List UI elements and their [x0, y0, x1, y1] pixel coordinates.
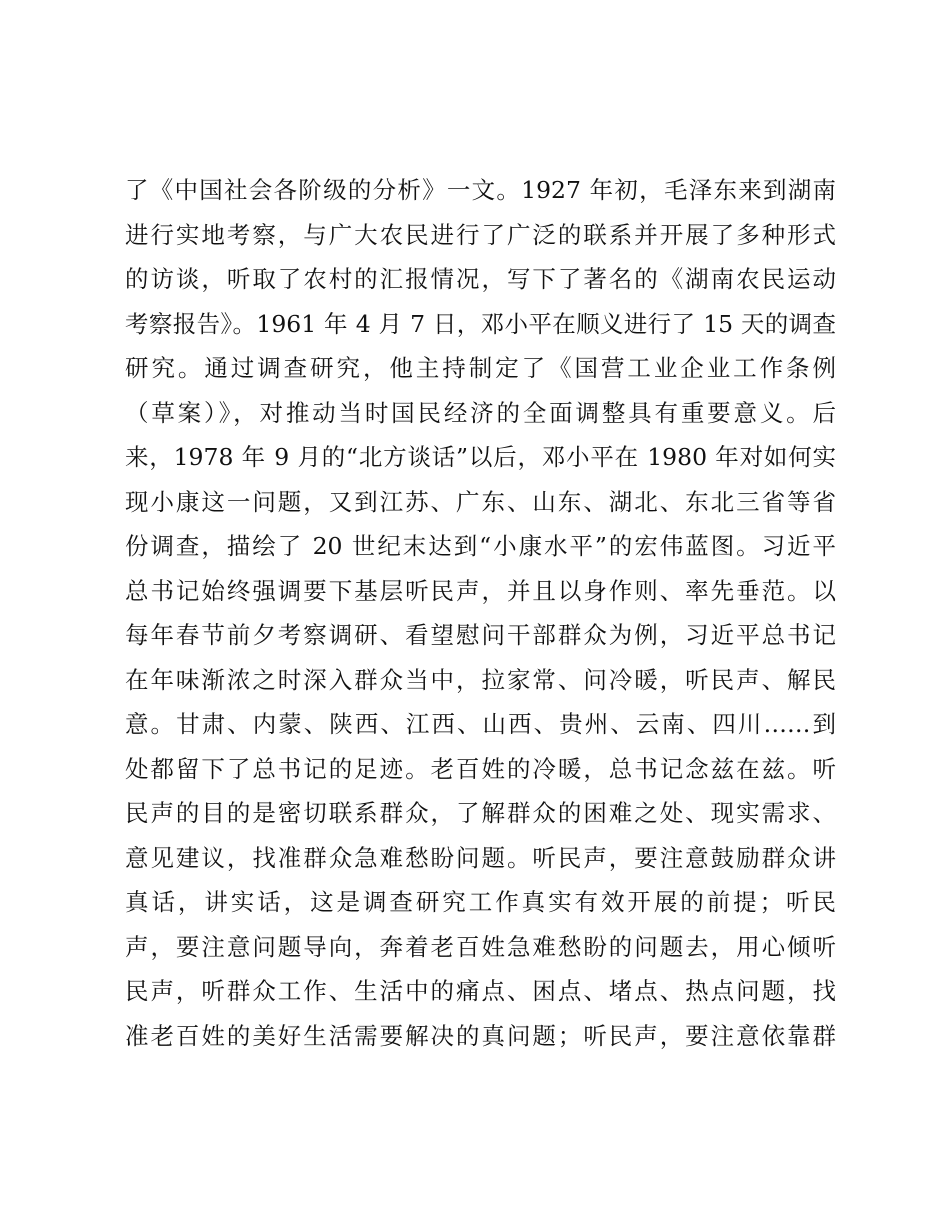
text-line: 准老百姓的美好生活需要解决的真问题；听民声，要注意依靠群 — [125, 1021, 836, 1050]
text-line: 民声，听群众工作、生活中的痛点、困点、堵点、热点问题，找 — [125, 977, 836, 1005]
text-line: 民声的目的是密切联系群众，了解群众的困难之处、现实需求、 — [125, 799, 836, 827]
text-line: 处都留下了总书记的足迹。老百姓的冷暖，总书记念兹在兹。听 — [125, 754, 836, 783]
text-line: 真话，讲实话，这是调查研究工作真实有效开展的前提；听民 — [125, 888, 836, 916]
text-line: 在年味渐浓之时深入群众当中，拉家常、问冷暖，听民声、解民 — [125, 665, 836, 694]
document-page — [125, 168, 836, 1058]
text-line: 考察报告》。1961 年 4 月 7 日，邓小平在顺义进行了 15 天的调查 — [125, 309, 836, 338]
text-line: 进行实地考察，与广大农民进行了广泛的联系并开展了多种形式 — [125, 220, 836, 249]
text-line: 意见建议，找准群众急难愁盼问题。听民声，要注意鼓励群众讲 — [125, 843, 836, 872]
text-line: 的访谈，听取了农村的汇报情况，写下了著名的《湖南农民运动 — [125, 265, 836, 293]
text-line: 研究。通过调查研究，他主持制定了《国营工业企业工作条例 — [125, 354, 836, 382]
text-line: 每年春节前夕考察调研、看望慰问干部群众为例，习近平总书记 — [125, 621, 836, 649]
text-line: 来，1978 年 9 月的“北方谈话”以后，邓小平在 1980 年对如何实 — [125, 443, 836, 471]
text-line: 总书记始终强调要下基层听民声，并且以身作则、率先垂范。以 — [125, 576, 836, 605]
text-line: （草案）》，对推动当时国民经济的全面调整具有重要意义。后 — [125, 398, 836, 427]
text-line: 了《中国社会各阶级的分析》一文。1927 年初，毛泽东来到湖南 — [125, 176, 836, 204]
text-line: 声，要注意问题导向，奔着老百姓急难愁盼的问题去，用心倾听 — [125, 932, 836, 961]
text-line: 意。甘肃、内蒙、陕西、江西、山西、贵州、云南、四川……到 — [125, 710, 836, 738]
text-line: 现小康这一问题，又到江苏、广东、山东、湖北、东北三省等省 — [125, 487, 836, 516]
text-line: 份调查，描绘了 20 世纪末达到“小康水平”的宏伟蓝图。习近平 — [125, 532, 836, 560]
